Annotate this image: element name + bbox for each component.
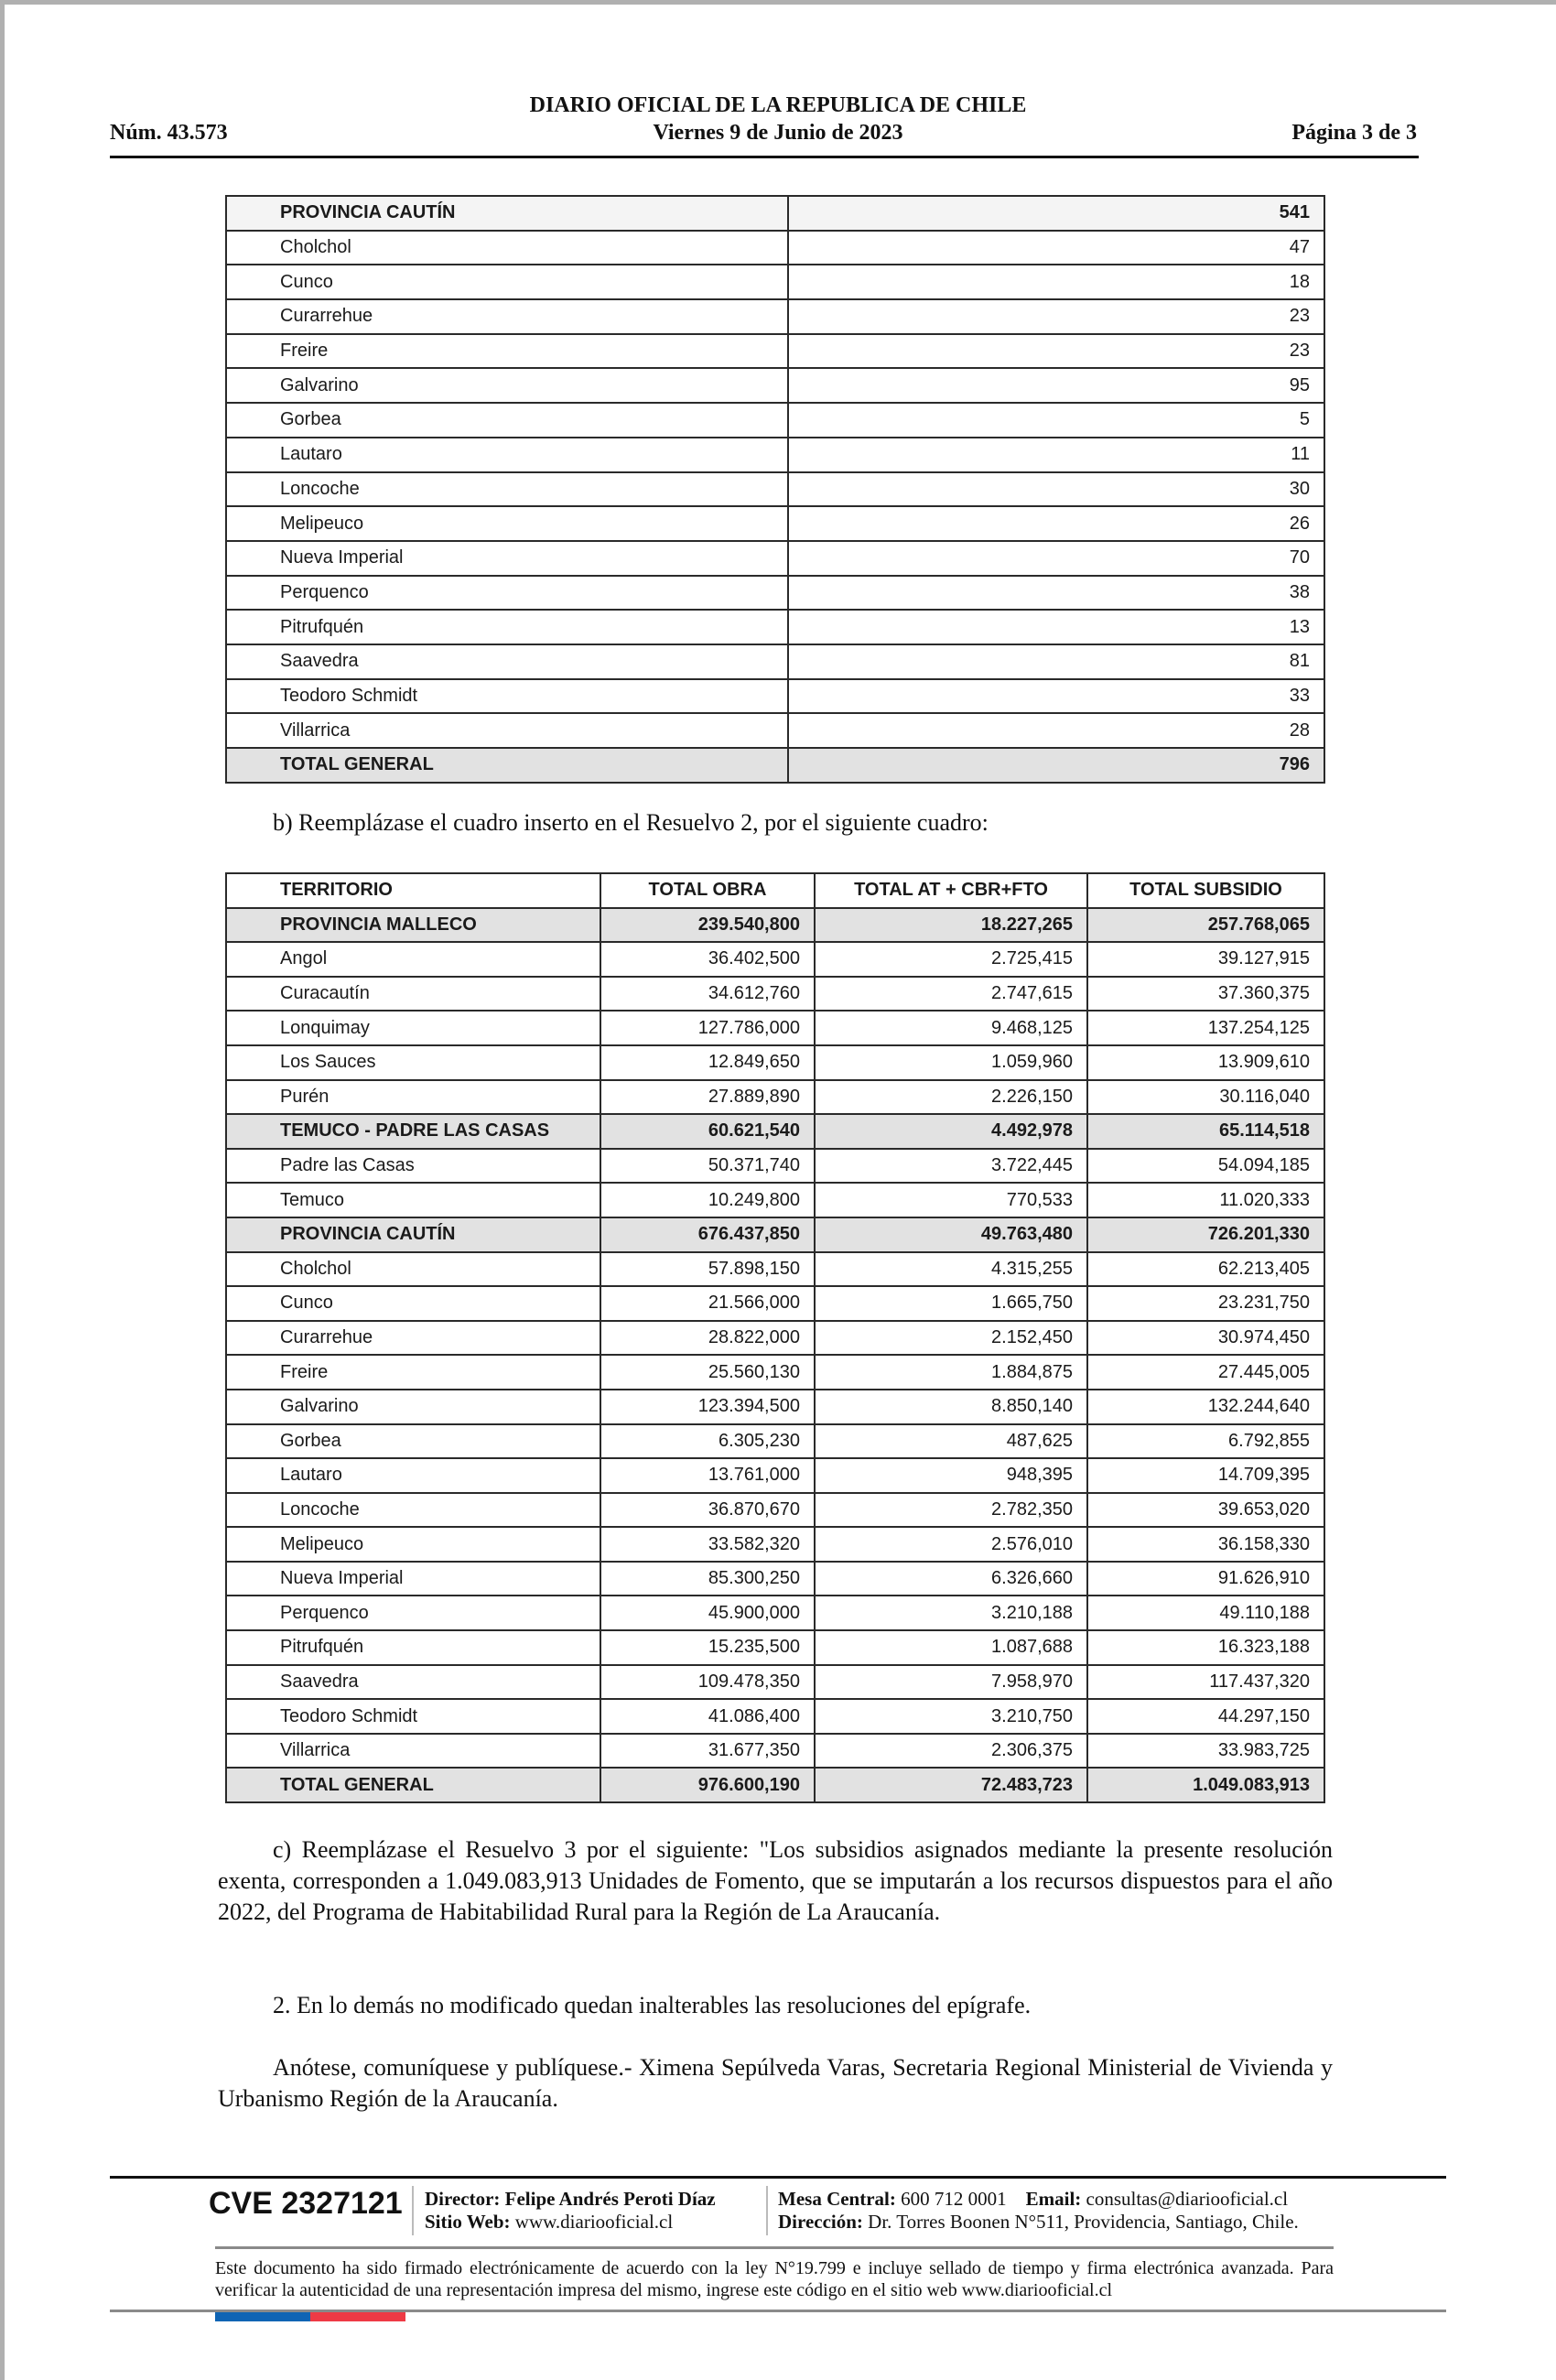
beneficiary-count: 13 — [788, 610, 1324, 644]
territory-name: PROVINCIA MALLECO — [226, 908, 600, 943]
total-obra: 50.371,740 — [600, 1149, 815, 1184]
header-territorio: TERRITORIO — [226, 873, 600, 908]
commune-name: Loncoche — [226, 472, 788, 507]
table-row — [226, 1321, 1324, 1356]
table-row — [226, 334, 1324, 369]
table-row — [226, 1665, 1324, 1700]
subsidy-table — [225, 872, 1325, 1803]
table-row — [226, 1527, 1324, 1562]
territory-name: Pitrufquén — [226, 1630, 600, 1665]
total-at: 7.958,970 — [815, 1665, 1087, 1700]
beneficiary-count: 11 — [788, 438, 1324, 472]
total-subsidio: 62.213,405 — [1087, 1252, 1324, 1287]
total-obra: 45.900,000 — [600, 1596, 815, 1630]
beneficiary-count: 28 — [788, 713, 1324, 748]
table-row — [226, 576, 1324, 611]
total-obra: 33.582,320 — [600, 1527, 815, 1562]
table-row — [226, 1286, 1324, 1321]
total-at: 2.576,010 — [815, 1527, 1087, 1562]
table-row — [226, 368, 1324, 403]
total-at: 18.227,265 — [815, 908, 1087, 943]
total-at: 4.492,978 — [815, 1114, 1087, 1149]
total-subsidio: 30.116,040 — [1087, 1080, 1324, 1115]
footer-separator — [766, 2186, 768, 2235]
beneficiary-count: 5 — [788, 403, 1324, 438]
table-row — [226, 1458, 1324, 1493]
publication-title: DIARIO OFICIAL DE LA REPUBLICA DE CHILE — [529, 93, 1027, 117]
group-row — [226, 908, 1324, 943]
table-row — [226, 1596, 1324, 1630]
table-row — [226, 1734, 1324, 1769]
page-indicator: Página 3 de 3 — [1291, 121, 1417, 145]
table-row — [226, 231, 1324, 265]
territory-name: Curarrehue — [226, 1321, 600, 1356]
total-obra: 976.600,190 — [600, 1768, 815, 1802]
total-obra: 6.305,230 — [600, 1424, 815, 1459]
issue-number: Núm. 43.573 — [110, 121, 228, 145]
total-subsidio: 117.437,320 — [1087, 1665, 1324, 1700]
total-obra: 36.870,670 — [600, 1493, 815, 1528]
table-row — [226, 679, 1324, 714]
email-link[interactable]: consultas@diariooficial.cl — [1086, 2188, 1289, 2210]
total-obra: 12.849,650 — [600, 1045, 815, 1080]
table-row — [226, 1562, 1324, 1596]
table-row — [226, 942, 1324, 977]
territory-name: Cunco — [226, 1286, 600, 1321]
total-at: 3.722,445 — [815, 1149, 1087, 1184]
total-subsidio: 132.244,640 — [1087, 1390, 1324, 1424]
header-total-subsidio: TOTAL SUBSIDIO — [1087, 873, 1324, 908]
table-row — [226, 1493, 1324, 1528]
phone-value: 600 712 0001 — [901, 2188, 1007, 2210]
beneficiary-count: 38 — [788, 576, 1324, 611]
total-subsidio: 16.323,188 — [1087, 1630, 1324, 1665]
total-obra: 36.402,500 — [600, 942, 815, 977]
total-subsidio: 65.114,518 — [1087, 1114, 1324, 1149]
group-row — [226, 196, 1324, 231]
total-obra: 60.621,540 — [600, 1114, 815, 1149]
total-at: 1.884,875 — [815, 1355, 1087, 1390]
territory-name: TEMUCO - PADRE LAS CASAS — [226, 1114, 600, 1149]
territory-name: Los Sauces — [226, 1045, 600, 1080]
paragraph-2: 2. En lo demás no modificado quedan inalterables las resoluciones del epígrafe. — [273, 1992, 1032, 2018]
total-obra: 57.898,150 — [600, 1252, 815, 1287]
page-border-left — [0, 0, 5, 2380]
table-row — [226, 713, 1324, 748]
beneficiary-count: 95 — [788, 368, 1324, 403]
footer-contact-block — [778, 2188, 1299, 2234]
total-at: 49.763,480 — [815, 1217, 1087, 1252]
table-row — [226, 1011, 1324, 1045]
beneficiary-count: 541 — [788, 196, 1324, 231]
total-at: 948,395 — [815, 1458, 1087, 1493]
commune-name: Cholchol — [226, 231, 788, 265]
commune-name: Galvarino — [226, 368, 788, 403]
total-obra: 41.086,400 — [600, 1699, 815, 1734]
header-total-obra: TOTAL OBRA — [600, 873, 815, 908]
director-label: Director: — [425, 2188, 501, 2210]
total-at: 2.306,375 — [815, 1734, 1087, 1769]
beneficiary-count: 18 — [788, 265, 1324, 299]
cve-code: CVE 2327121 — [209, 2186, 403, 2221]
total-subsidio: 39.127,915 — [1087, 942, 1324, 977]
territory-name: Temuco — [226, 1183, 600, 1217]
total-subsidio: 257.768,065 — [1087, 908, 1324, 943]
territory-name: Lautaro — [226, 1458, 600, 1493]
total-subsidio: 27.445,005 — [1087, 1355, 1324, 1390]
total-subsidio: 13.909,610 — [1087, 1045, 1324, 1080]
beneficiary-count: 33 — [788, 679, 1324, 714]
footer-director-block — [425, 2188, 716, 2234]
total-row — [226, 1768, 1324, 1802]
commune-name: Lautaro — [226, 438, 788, 472]
director-name: Felipe Andrés Peroti Díaz — [504, 2188, 716, 2210]
flag-stripe-blue — [215, 2312, 310, 2321]
table-row — [226, 1699, 1324, 1734]
territory-name: Melipeuco — [226, 1527, 600, 1562]
total-obra: 34.612,760 — [600, 977, 815, 1012]
commune-name: TOTAL GENERAL — [226, 748, 788, 783]
territory-name: Padre las Casas — [226, 1149, 600, 1184]
table-row — [226, 1045, 1324, 1080]
table-row — [226, 403, 1324, 438]
total-subsidio: 54.094,185 — [1087, 1149, 1324, 1184]
beneficiaries-table — [225, 195, 1325, 784]
total-subsidio: 11.020,333 — [1087, 1183, 1324, 1217]
total-at: 6.326,660 — [815, 1562, 1087, 1596]
paragraph-b: b) Reemplázase el cuadro inserto en el Resuelvo 2, por el siguiente cuadro: — [273, 809, 989, 836]
total-at: 2.747,615 — [815, 977, 1087, 1012]
territory-name: PROVINCIA CAUTÍN — [226, 1217, 600, 1252]
territory-name: Cholchol — [226, 1252, 600, 1287]
paragraph-c: c) Reemplázase el Resuelvo 3 por el siguiente: "Los subsidios asignados mediante la presente resolución exenta, corresponden a 1.049.083,913 Unidades de Fomento, que se imputarán a los recursos dispuestos para el año 2022, del Programa de Habitabilidad Rural para la Región de La Araucanía. — [218, 1836, 1333, 1925]
total-subsidio: 33.983,725 — [1087, 1734, 1324, 1769]
total-at: 1.087,688 — [815, 1630, 1087, 1665]
beneficiary-count: 796 — [788, 748, 1324, 783]
total-at: 9.468,125 — [815, 1011, 1087, 1045]
total-at: 3.210,750 — [815, 1699, 1087, 1734]
group-row — [226, 1217, 1324, 1252]
header-divider — [110, 156, 1419, 158]
beneficiary-count: 26 — [788, 506, 1324, 541]
commune-name: Cunco — [226, 265, 788, 299]
page-border-top — [0, 0, 1556, 5]
territory-name: Villarrica — [226, 1734, 600, 1769]
commune-name: Villarrica — [226, 713, 788, 748]
flag-stripe-red — [310, 2312, 405, 2321]
total-subsidio: 30.974,450 — [1087, 1321, 1324, 1356]
beneficiary-count: 70 — [788, 541, 1324, 576]
footer-separator — [412, 2186, 414, 2235]
footer-divider-top — [110, 2176, 1446, 2179]
territory-name: Curacautín — [226, 977, 600, 1012]
table-row — [226, 977, 1324, 1012]
total-subsidio: 726.201,330 — [1087, 1217, 1324, 1252]
table-row — [226, 265, 1324, 299]
total-at: 2.152,450 — [815, 1321, 1087, 1356]
total-obra: 28.822,000 — [600, 1321, 815, 1356]
total-obra: 85.300,250 — [600, 1562, 815, 1596]
email-label: Email: — [1025, 2188, 1082, 2210]
total-subsidio: 1.049.083,913 — [1087, 1768, 1324, 1802]
territory-name: Angol — [226, 942, 600, 977]
total-subsidio: 36.158,330 — [1087, 1527, 1324, 1562]
commune-name: Freire — [226, 334, 788, 369]
commune-name: Nueva Imperial — [226, 541, 788, 576]
table-row — [226, 1630, 1324, 1665]
total-obra: 31.677,350 — [600, 1734, 815, 1769]
total-obra: 10.249,800 — [600, 1183, 815, 1217]
total-obra: 21.566,000 — [600, 1286, 815, 1321]
table-row — [226, 1424, 1324, 1459]
total-obra: 127.786,000 — [600, 1011, 815, 1045]
table-row — [226, 610, 1324, 644]
beneficiary-count: 81 — [788, 644, 1324, 679]
beneficiary-count: 47 — [788, 231, 1324, 265]
total-obra: 676.437,850 — [600, 1217, 815, 1252]
table-row — [226, 472, 1324, 507]
table-row — [226, 506, 1324, 541]
total-subsidio: 39.653,020 — [1087, 1493, 1324, 1528]
group-row — [226, 1114, 1324, 1149]
header-total-at: TOTAL AT + CBR+FTO — [815, 873, 1087, 908]
commune-name: Teodoro Schmidt — [226, 679, 788, 714]
total-subsidio: 44.297,150 — [1087, 1699, 1324, 1734]
commune-name: Melipeuco — [226, 506, 788, 541]
territory-name: Teodoro Schmidt — [226, 1699, 600, 1734]
total-at: 2.782,350 — [815, 1493, 1087, 1528]
total-at: 72.483,723 — [815, 1768, 1087, 1802]
total-at: 3.210,188 — [815, 1596, 1087, 1630]
table-row — [226, 1252, 1324, 1287]
address-label: Dirección: — [778, 2211, 863, 2233]
table-row — [226, 1183, 1324, 1217]
signature-disclaimer: Este documento ha sido firmado electrónicamente de acuerdo con la ley N°19.799 e incluye sellado de tiempo y firma electrónica avanzada. Para verificar la autenticidad de una representación impresa del mismo, ingrese este código en el sitio web www.diariooficial.cl — [215, 2258, 1334, 2300]
commune-name: Saavedra — [226, 644, 788, 679]
territory-name: Gorbea — [226, 1424, 600, 1459]
territory-name: Lonquimay — [226, 1011, 600, 1045]
total-obra: 109.478,350 — [600, 1665, 815, 1700]
table-header-row — [226, 873, 1324, 908]
total-at: 487,625 — [815, 1424, 1087, 1459]
table-row — [226, 1080, 1324, 1115]
phone-label: Mesa Central: — [778, 2188, 896, 2210]
total-row — [226, 748, 1324, 783]
total-subsidio: 49.110,188 — [1087, 1596, 1324, 1630]
total-obra: 27.889,890 — [600, 1080, 815, 1115]
total-at: 770,533 — [815, 1183, 1087, 1217]
territory-name: Nueva Imperial — [226, 1562, 600, 1596]
total-at: 8.850,140 — [815, 1390, 1087, 1424]
website-label: Sitio Web: — [425, 2211, 511, 2233]
commune-name: Gorbea — [226, 403, 788, 438]
website-link[interactable]: www.diariooficial.cl — [514, 2211, 674, 2233]
table-row — [226, 299, 1324, 334]
total-at: 2.725,415 — [815, 942, 1087, 977]
total-subsidio: 23.231,750 — [1087, 1286, 1324, 1321]
territory-name: Saavedra — [226, 1665, 600, 1700]
total-subsidio: 137.254,125 — [1087, 1011, 1324, 1045]
territory-name: TOTAL GENERAL — [226, 1768, 600, 1802]
closing-paragraph: Anótese, comuníquese y publíquese.- Ximena Sepúlveda Varas, Secretaria Regional Ministerial de Vivienda y Urbanismo Región de la Araucanía. — [218, 2054, 1333, 2112]
territory-name: Loncoche — [226, 1493, 600, 1528]
territory-name: Perquenco — [226, 1596, 600, 1630]
total-obra: 123.394,500 — [600, 1390, 815, 1424]
total-obra: 15.235,500 — [600, 1630, 815, 1665]
table-row — [226, 644, 1324, 679]
total-obra: 239.540,800 — [600, 908, 815, 943]
table-row — [226, 1149, 1324, 1184]
address-value: Dr. Torres Boonen N°511, Providencia, Santiago, Chile. — [868, 2211, 1299, 2233]
territory-name: Galvarino — [226, 1390, 600, 1424]
commune-name: PROVINCIA CAUTÍN — [226, 196, 788, 231]
commune-name: Pitrufquén — [226, 610, 788, 644]
territory-name: Purén — [226, 1080, 600, 1115]
total-obra: 25.560,130 — [600, 1355, 815, 1390]
total-subsidio: 91.626,910 — [1087, 1562, 1324, 1596]
beneficiary-count: 23 — [788, 299, 1324, 334]
total-subsidio: 6.792,855 — [1087, 1424, 1324, 1459]
beneficiary-count: 30 — [788, 472, 1324, 507]
total-at: 1.059,960 — [815, 1045, 1087, 1080]
total-obra: 13.761,000 — [600, 1458, 815, 1493]
total-subsidio: 14.709,395 — [1087, 1458, 1324, 1493]
total-at: 4.315,255 — [815, 1252, 1087, 1287]
commune-name: Perquenco — [226, 576, 788, 611]
table-row — [226, 1390, 1324, 1424]
beneficiary-count: 23 — [788, 334, 1324, 369]
table-row — [226, 438, 1324, 472]
footer-divider-mid — [215, 2246, 1334, 2249]
total-at: 1.665,750 — [815, 1286, 1087, 1321]
commune-name: Curarrehue — [226, 299, 788, 334]
total-subsidio: 37.360,375 — [1087, 977, 1324, 1012]
table-row — [226, 1355, 1324, 1390]
territory-name: Freire — [226, 1355, 600, 1390]
total-at: 2.226,150 — [815, 1080, 1087, 1115]
issue-date: Viernes 9 de Junio de 2023 — [653, 121, 903, 145]
table-row — [226, 541, 1324, 576]
